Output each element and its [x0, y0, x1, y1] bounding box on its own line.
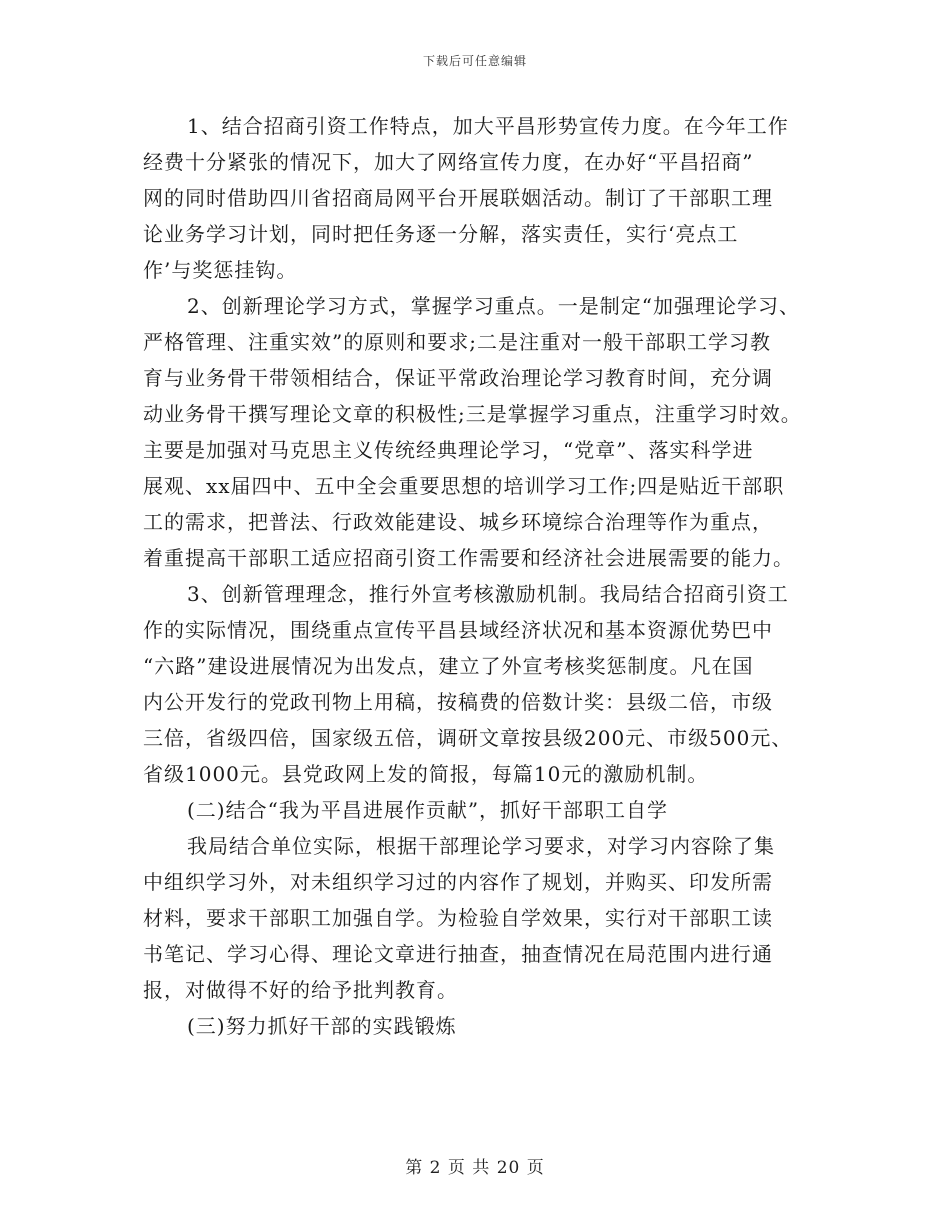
text-line: (二)结合“我为平昌进展作贡献”，抓好干部职工自学	[187, 798, 669, 822]
text-line: 内公开发行的党政刊物上用稿，按稿费的倍数计奖：县级二倍，市级	[143, 690, 773, 714]
document-body	[143, 108, 833, 1044]
text-line: 1、结合招商引资工作特点，加大平昌形势宣传力度。在今年工作	[187, 114, 789, 138]
text-line: 论业务学习计划，同时把任务逐一分解，落实责任，实行‘亮点工	[143, 222, 739, 246]
text-line: (三)努力抓好干部的实践锻炼	[187, 1014, 457, 1038]
page-footer: 第 2 页 共 20 页	[405, 1158, 545, 1178]
text-line: 网的同时借助四川省招商局网平台开展联姻活动。制订了干部职工理	[143, 186, 773, 210]
text-line: 三倍，省级四倍，国家级五倍，调研文章按县级200元、市级500元、	[143, 726, 793, 750]
text-line: 展观、xx届四中、五中全会重要思想的培训学习工作;四是贴近干部职	[143, 474, 785, 498]
text-line: 动业务骨干撰写理论文章的积极性;三是掌握学习重点，注重学习时效。	[143, 402, 802, 426]
text-line: 我局结合单位实际，根据干部理论学习要求，对学习内容除了集	[187, 834, 775, 858]
page-header: 下载后可任意编辑	[422, 54, 527, 68]
text-line: 工的需求，把普法、行政效能建设、城乡环境综合治理等作为重点，	[143, 510, 773, 534]
text-line: 2、创新理论学习方式，掌握学习重点。一是制定“加强理论学习、	[187, 294, 800, 318]
text-line: 作’与奖惩挂钩。	[143, 258, 298, 282]
text-line: 报，对做得不好的给予批判教育。	[143, 978, 458, 1002]
text-line: 省级1000元。县党政网上发的简报，每篇10元的激励机制。	[143, 762, 709, 786]
text-line: 严格管理、注重实效”的原则和要求;二是注重对一般干部职工学习教	[143, 330, 771, 354]
text-line: 经费十分紧张的情况下，加大了网络宣传力度，在办好“平昌招商”	[143, 150, 754, 174]
text-line: 材料，要求干部职工加强自学。为检验自学效果，实行对干部职工读	[143, 906, 773, 930]
text-line: “六路”建设进展情况为出发点，建立了外宣考核奖惩制度。凡在国	[143, 654, 754, 678]
text-line: 中组织学习外，对未组织学习过的内容作了规划，并购买、印发所需	[143, 870, 773, 894]
text-line: 3、创新管理理念，推行外宣考核激励机制。我局结合招商引资工	[187, 582, 789, 606]
text-line: 主要是加强对马克思主义传统经典理论学习，“党章”、落实科学进	[143, 438, 754, 462]
text-line: 书笔记、学习心得、理论文章进行抽查，抽查情况在局范围内进行通	[143, 942, 773, 966]
text-line: 着重提高干部职工适应招商引资工作需要和经济社会进展需要的能力。	[143, 546, 794, 570]
text-line: 作的实际情况，围绕重点宣传平昌县域经济状况和基本资源优势巴中	[143, 618, 773, 642]
text-line: 育与业务骨干带领相结合，保证平常政治理论学习教育时间，充分调	[143, 366, 773, 390]
